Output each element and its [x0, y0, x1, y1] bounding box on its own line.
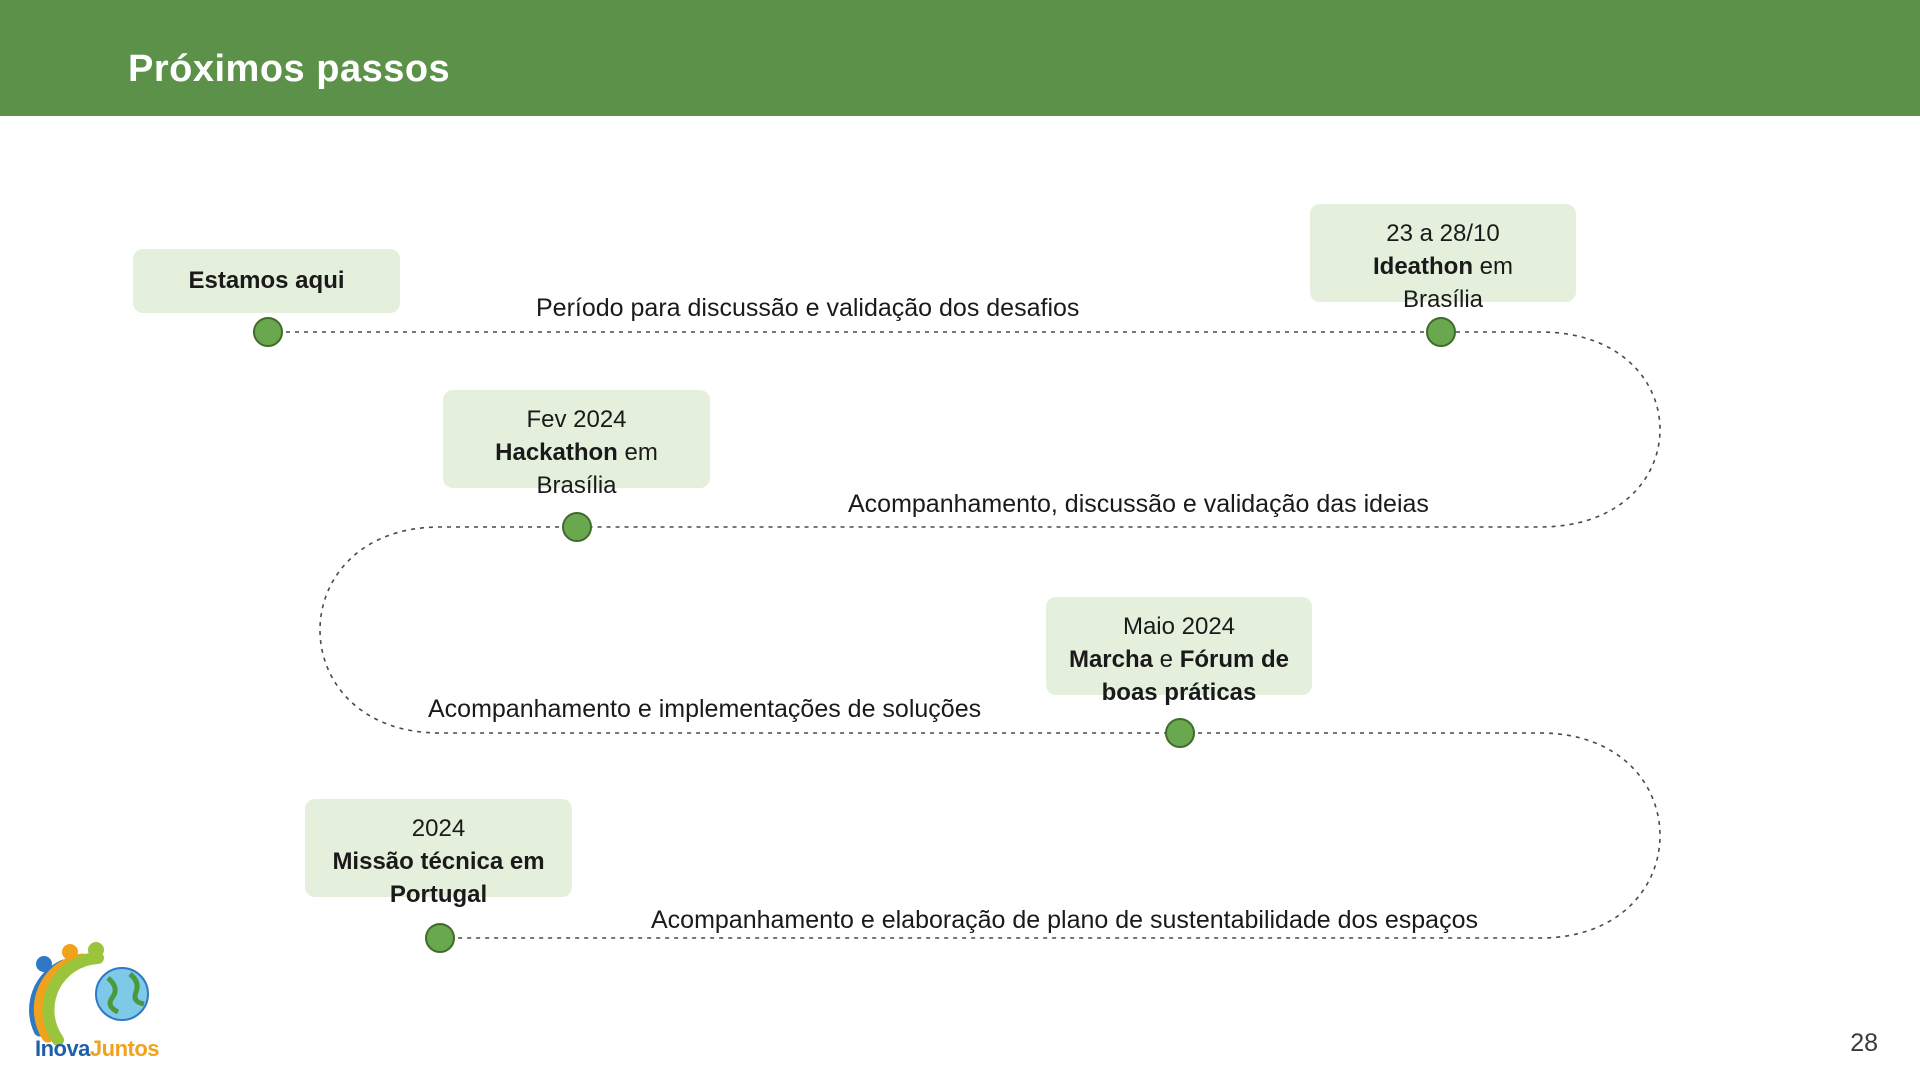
page-number: 28: [1850, 1029, 1878, 1057]
milestone-place-ideathon: Brasília: [1402, 285, 1484, 313]
milestone-card-estamos-aqui[interactable]: [133, 249, 400, 313]
milestone-card-marcha-forum[interactable]: [1046, 597, 1312, 706]
milestone-card-hackathon[interactable]: [443, 390, 710, 499]
milestone-title-hackathon: Hackathon em: [495, 438, 658, 466]
milestone-title-marcha-forum: Marcha e Fórum de: [1068, 645, 1290, 673]
timeline-node-ideathon: [1427, 318, 1455, 346]
timeline-node-hackathon: [563, 513, 591, 541]
logo-text-inova: Inova: [34, 1036, 90, 1061]
milestone-title-ideathon: Ideathon em: [1372, 252, 1513, 280]
logo-wordmark: [22, 1036, 172, 1062]
logo-text-juntos: Juntos: [89, 1036, 160, 1061]
segment-caption-4: Acompanhamento e elaboração de plano de sustentabilidade dos espaços: [651, 906, 1478, 934]
milestone-date-marcha-forum: Maio 2024: [1122, 613, 1236, 640]
milestone-label-estamos-aqui: Estamos aqui: [188, 266, 345, 294]
timeline-node-missao-tecnica: [426, 924, 454, 952]
milestone-place-marcha-forum: boas práticas: [1101, 678, 1257, 706]
segment-caption-2: Acompanhamento, discussão e validação das ideias: [848, 490, 1429, 518]
timeline-node-estamos-aqui: [254, 318, 282, 346]
milestone-card-ideathon[interactable]: [1310, 204, 1576, 313]
segment-caption-3: Acompanhamento e implementações de soluções: [428, 695, 982, 723]
milestone-date-hackathon: Fev 2024: [526, 406, 627, 433]
milestone-card-missao-tecnica[interactable]: [305, 799, 572, 908]
segment-caption-1: Período para discussão e validação dos desafios: [536, 294, 1080, 322]
timeline-node-marcha-forum: [1166, 719, 1194, 747]
milestone-title-missao-tecnica: Missão técnica em: [332, 847, 545, 875]
milestone-date-ideathon: 23 a 28/10: [1386, 220, 1500, 247]
milestone-place-hackathon: Brasília: [536, 471, 617, 499]
milestone-place-missao-tecnica: Portugal: [389, 880, 488, 908]
milestone-date-missao-tecnica: 2024: [411, 815, 466, 842]
page-title: Próximos passos: [128, 48, 451, 90]
